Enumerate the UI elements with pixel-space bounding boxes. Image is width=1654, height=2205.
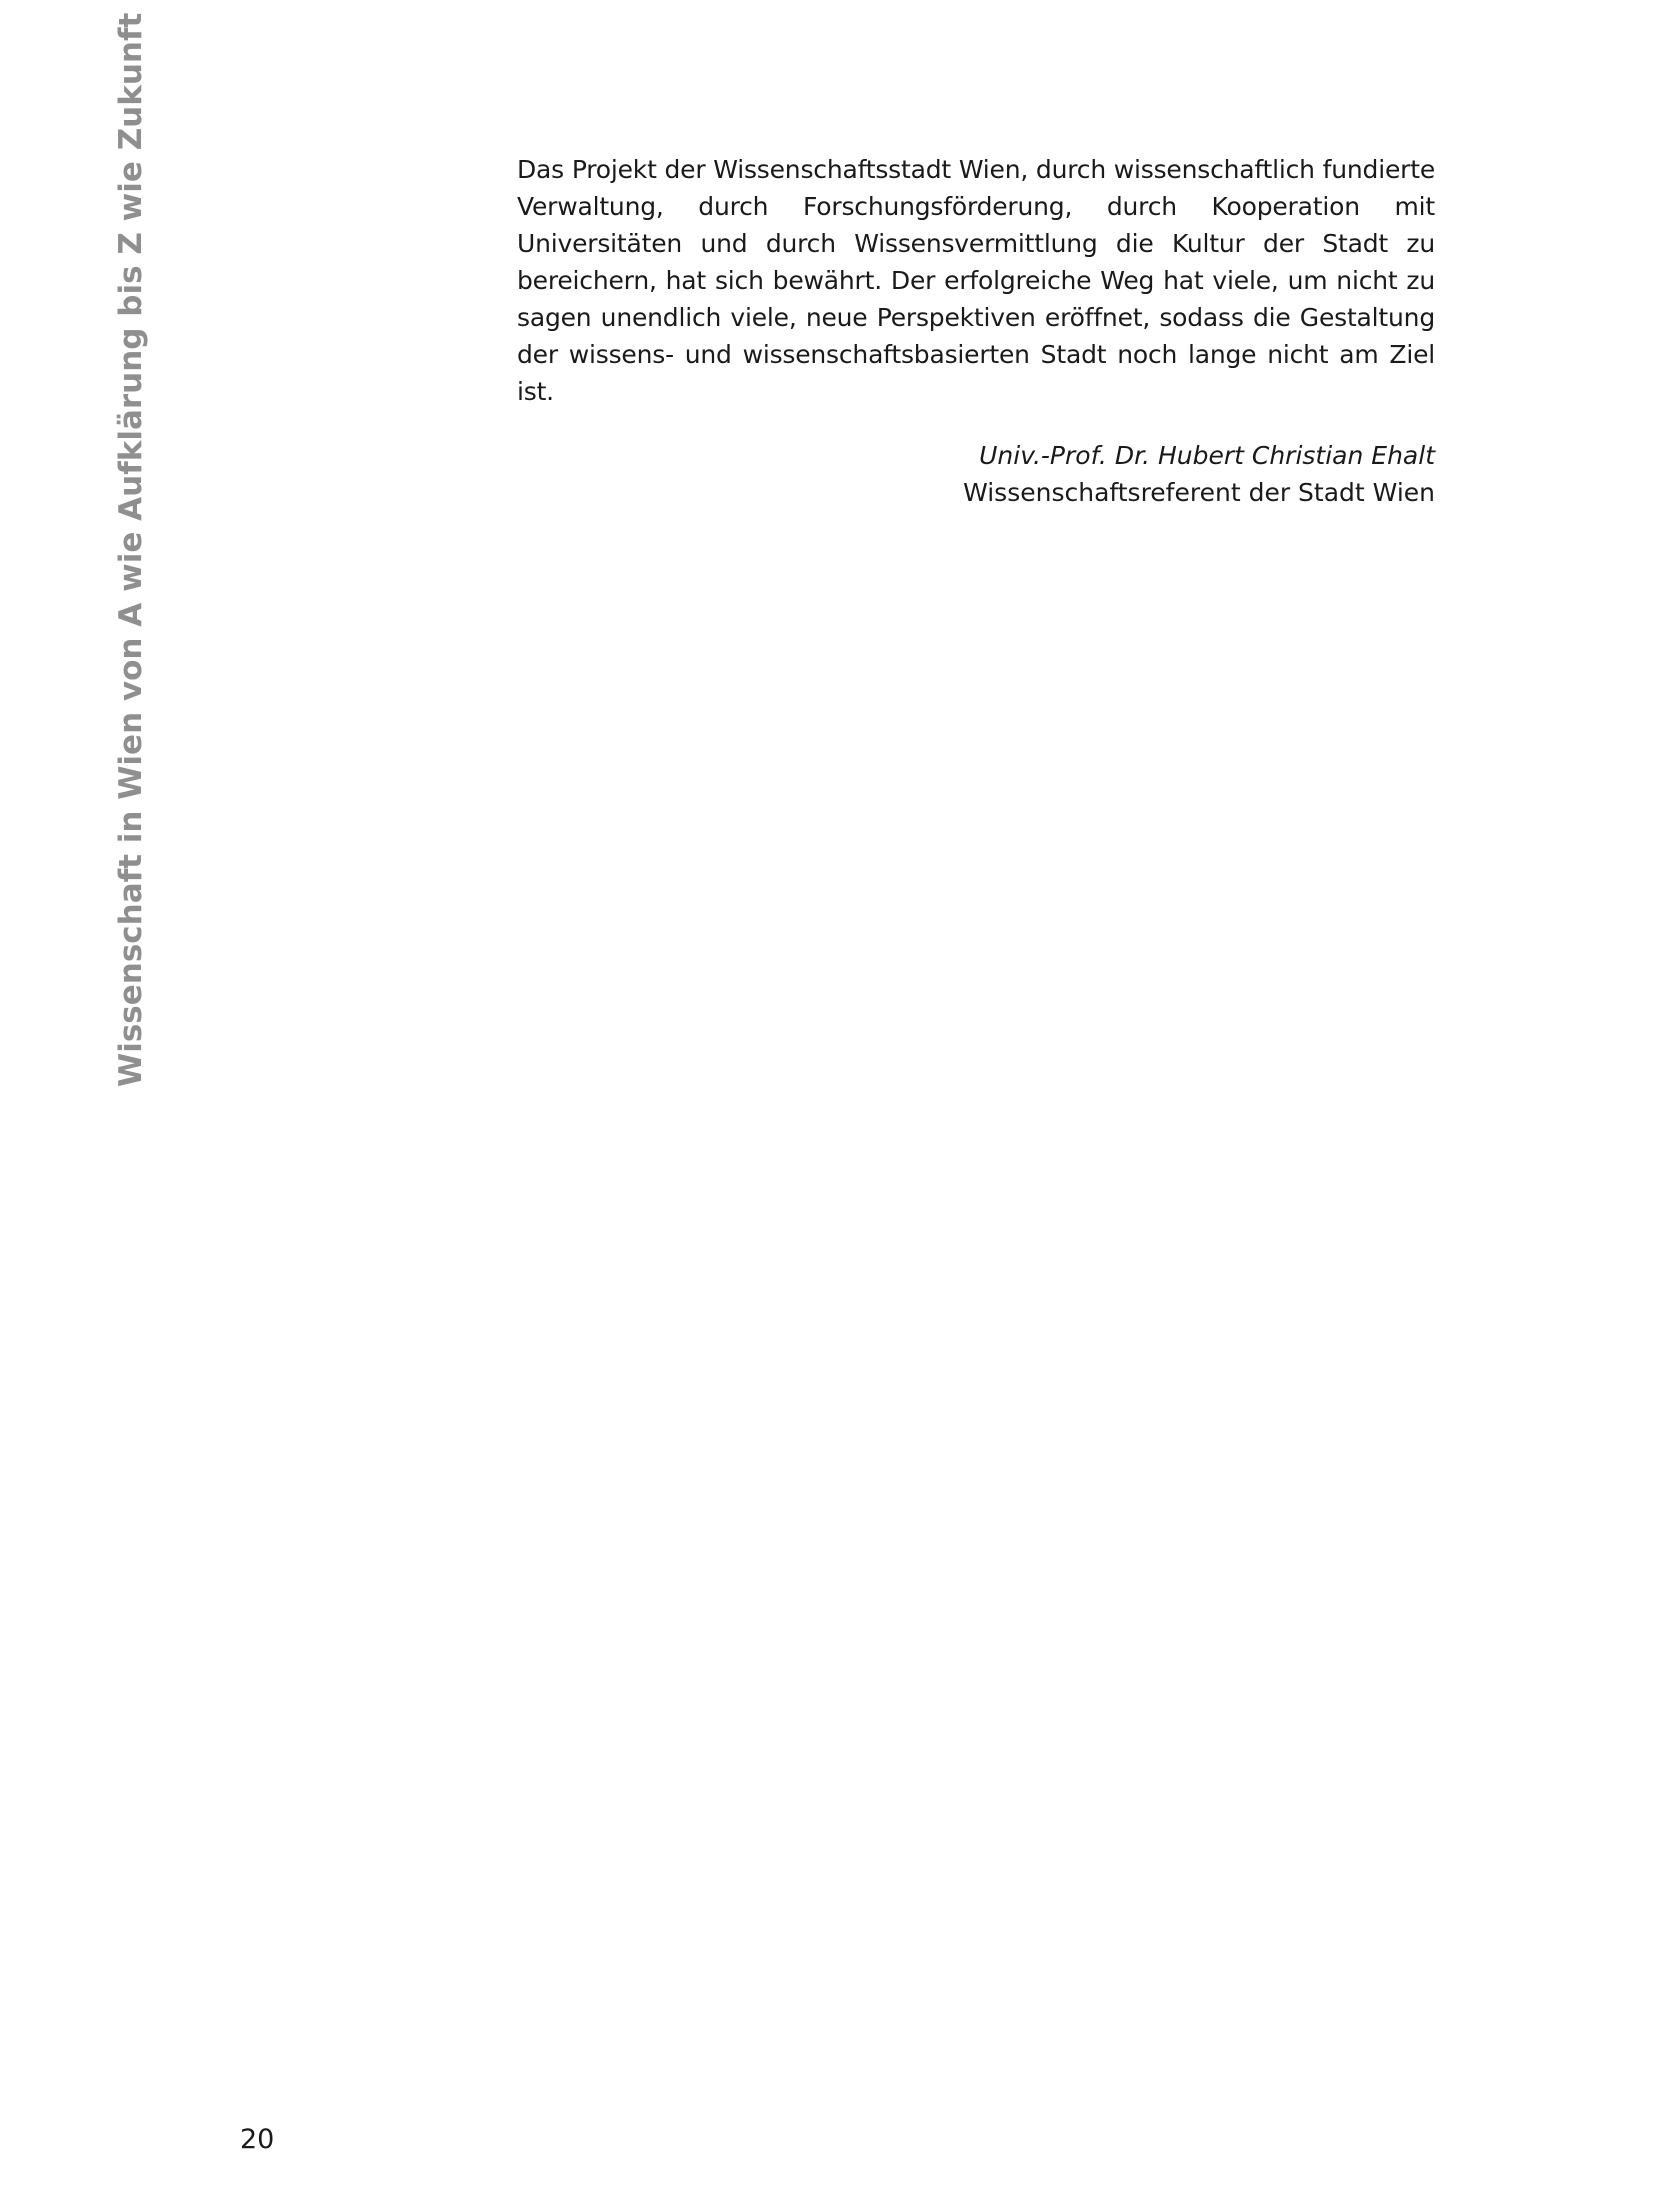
signature-role: Wissenschaftsreferent der Stadt Wien [963,478,1435,507]
page-number: 20 [240,2124,275,2155]
body-paragraph: Das Projekt der Wissenschaftsstadt Wien, durch wissenschaftlich fundierte Verwaltung, durch Forschungsförderung, durch Kooperation mit Universitäten und durch Wissensvermittlung die Kultur der Stadt zu bereichern, hat sich bewährt. Der erfolgreiche Weg hat viele, um nicht zu sagen unendlich viele, neue Perspektiven eröffnet, sodass die Gestaltung der wissens- und wissenschaftsbasierten Stadt noch lange nicht am Ziel ist. [517,155,1435,406]
main-content [517,151,1435,511]
signature-block [517,437,1435,511]
signature-name: Univ.-Prof. Dr. Hubert Christian Ehalt [979,441,1435,470]
running-title: Wissenschaft in Wien von A wie Aufklärung bis Z wie Zukunft [113,12,149,1087]
